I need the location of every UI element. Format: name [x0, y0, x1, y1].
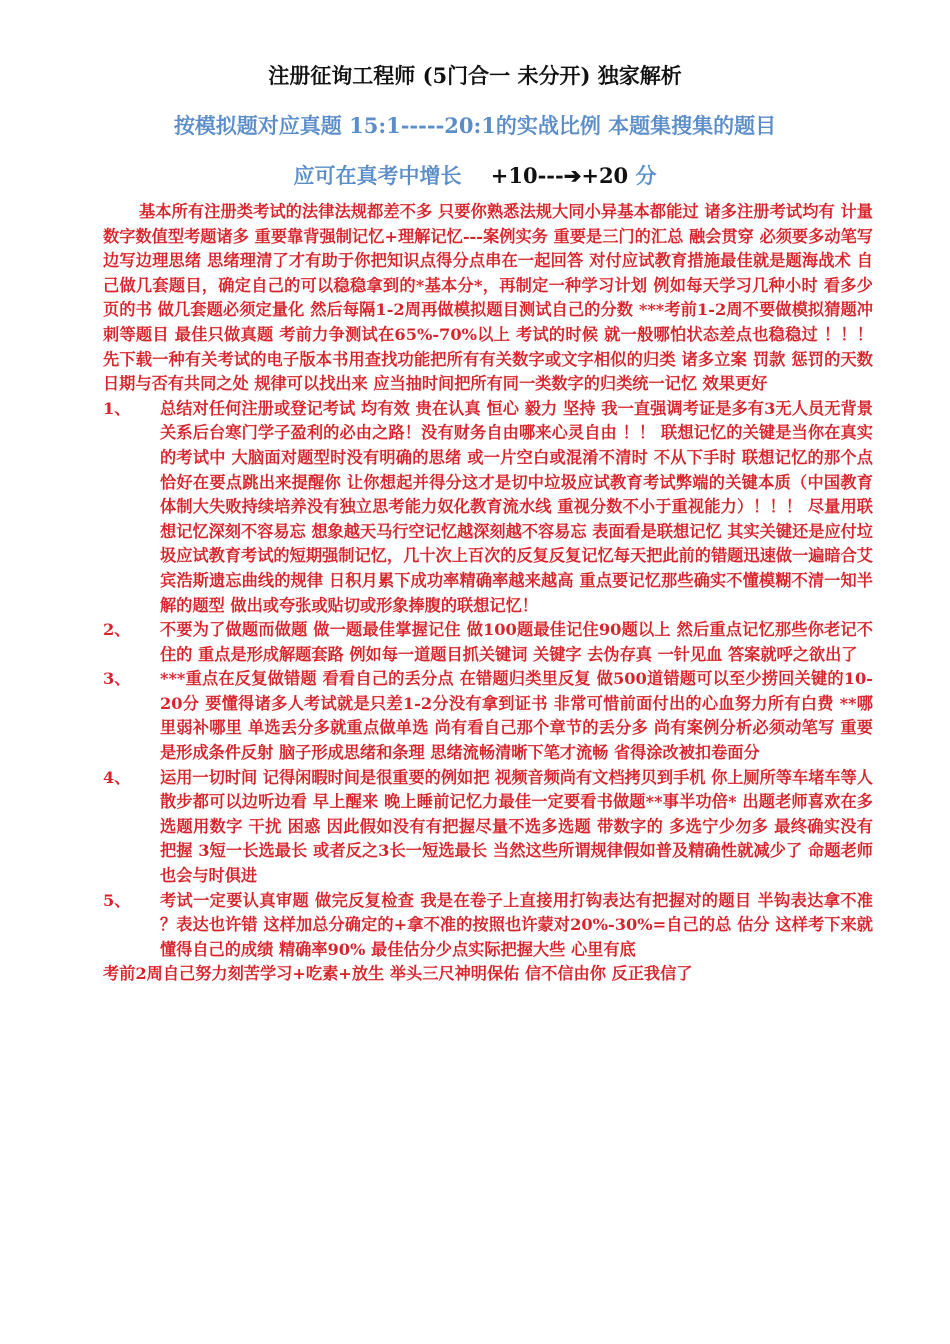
intro-paragraph: 基本所有注册类考试的法律法规都差不多 只要你熟悉法规大同小异基本都能过 诸多注册考试均有 计量数字数值型考题诸多 重要靠背强制记忆+理解记忆---案例实务 重要是三门的汇总 融会贯穿 必须要多动笔写 边写边理思绪 思绪理清了才有助于你把知识点得分点串在一起回答 对付应试教育措施最佳就是题海战术 自己做几套题目，确定自己的可以稳稳拿到的*基本分*，再制定一种学习计划 例如每天学习几种小时 看多少页的书 做几套题必须定量化 然后每隔1-2周再做模拟题目测试自己的分数 ***考前1-2周不要做模拟猜题冲刺等题目 最佳只做真题 考前力争测试在65%-70%以上 考试的时候 就一般哪怕状态差点也稳稳过 ！！！ 先下载一种有关考试的电子版本书用查找功能把所有有关数字或文字相似的归类 诸多立案 罚款 惩罚的天数 日期与否有共同之处 规律可以找出来 应当抽时间把所有同一类数字的归类统一记忆 效果更好	[103, 202, 873, 394]
arrow-icon: ➔	[563, 163, 582, 188]
list-item	[103, 667, 873, 765]
list-item-text: 运用一切时间 记得闲暇时间是很重要的例如把 视频音频尚有文档拷贝到手机 你上厕所等车堵车等人散步都可以边听边看 早上醒来 晚上睡前记忆力最佳一定要看书做题**事半功倍* 出题老师喜欢在多选题用数字 干扰 困惑 因此假如没有有把握尽量不选多选题 带数字的 多选宁少勿多 最终确实没有把握 3短一长选最长 或者反之3长一短选最长 当然这些所谓规律假如普及精确性就减少了 命题老师也会与时俱进	[160, 767, 873, 886]
subtitle-score-from: +10---	[490, 163, 564, 188]
closing-line: 考前2周自己努力刻苦学习+吃素+放生 举头三尺神明保佑 信不信由你 反正我信了	[103, 964, 693, 984]
list-item	[103, 889, 873, 963]
list-item-text: ***重点在反复做错题 看看自己的丢分点 在错题归类里反复 做500道错题可以至少捞回关键的10-20分 要懂得诸多人考试就是只差1-2分没有拿到证书 非常可惜前面付出的心血努力所有白费 **哪里弱补哪里 单选丢分多就重点做单选 尚有看自己那个章节的丢分多 尚有案例分析必须动笔写 重要是形成条件反射 脑子形成思绪和条理 思绪流畅清晰下笔才流畅 省得涂改被扣卷面分	[160, 669, 873, 763]
list-item-number: 5、	[103, 890, 131, 910]
list-item-text: 考试一定要认真审题 做完反复检查 我是在卷子上直接用打钩表达有把握对的题目 半钩表达拿不准 ？表达也许错 这样加总分确定的+拿不准的按照也许蒙对20%-30%=自己的总 估分 这样考下来就懂得自己的成绩 精确率90% 最佳估分少点实际把握大些 心里有底	[160, 890, 873, 959]
list-item-number: 1、	[103, 398, 131, 418]
list-item-text: 总结对任何注册或登记考试 均有效 贵在认真 恒心 毅力 坚持 我一直强调考证是多有3无人员无背景关系后台寒门学子盈利的必由之路！没有财务自由哪来心灵自由 ！！ 联想记忆的关键是当你在真实的考试中 大脑面对题型时没有明确的思绪 或一片空白或混淆不清时 不从下手时 联想记忆的那个点恰好在要点跳出来提醒你 让你想起并得分这才是切中垃圾应试教育考试弊端的关键本质（中国教育体制大失败持续培养没有独立思考能力奴化教育流水线 重视分数不小于重视能力）！！！ 尽量用联想记忆深刻不容易忘 想象越天马行空记忆越深刻越不容易忘 表面看是联想记忆 其实关键还是应付垃圾应试教育考试的短期强制记忆，几十次上百次的反复反复记忆每天把此前的错题迅速做一遍暗合艾宾浩斯遗忘曲线的规律 日积月累下成功率精确率越来越高 重点要记忆那些确实不懂模糊不清一知半解的题型 做出或夸张或贴切或形象捧腹的联想记忆！	[160, 398, 873, 615]
subtitle-line-2	[0, 160, 950, 190]
subtitle-line-1: 按模拟题对应真题 15:1-----20:1的实战比例 本题集搜集的题目	[173, 113, 777, 138]
document-body	[103, 200, 873, 987]
subtitle-score-to: +20	[581, 163, 629, 188]
list-item-number: 2、	[103, 620, 131, 640]
list-item-text: 不要为了做题而做题 做一题最佳掌握记住 做100题最佳记住90题以上 然后重点记忆那些你老记不住的 重点是形成解题套路 例如每一道题目抓关键词 关键字 去伪存真 一针见血 答案就呼之欲出了	[160, 620, 873, 664]
subtitle-unit: 分	[635, 163, 657, 188]
list-item	[103, 618, 873, 667]
list-item	[103, 397, 873, 618]
document-title: 注册征询工程师 (5门合一 未分开) 独家解析	[268, 63, 682, 88]
list-item	[103, 766, 873, 889]
list-item-number: 4、	[103, 767, 131, 787]
list-item-number: 3、	[103, 669, 131, 689]
subtitle-text: 应可在真考中增长	[293, 163, 462, 188]
